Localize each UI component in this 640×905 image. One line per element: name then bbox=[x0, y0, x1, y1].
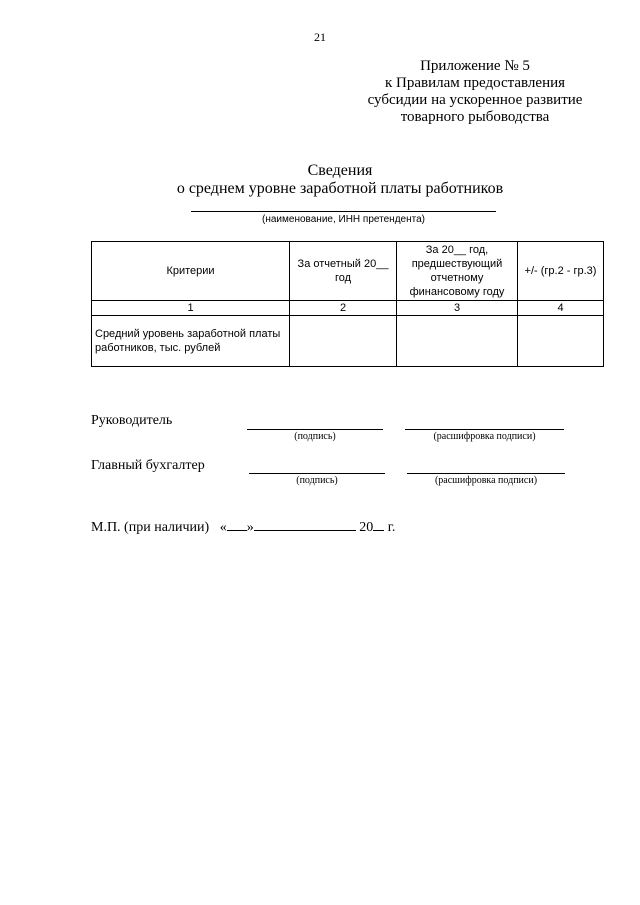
chief-accountant-decoding-caption: (расшифровка подписи) bbox=[434, 475, 538, 486]
head-signature-caption: (подпись) bbox=[294, 431, 336, 442]
chief-accountant-label: Главный бухгалтер bbox=[91, 458, 205, 473]
document-title bbox=[0, 162, 640, 198]
column-number-row bbox=[92, 301, 604, 316]
year-field[interactable] bbox=[373, 516, 384, 531]
head-decoding-line[interactable] bbox=[405, 429, 564, 430]
page-number: 21 bbox=[314, 30, 326, 44]
appendix-line: к Правилам предоставления bbox=[384, 75, 566, 91]
header-criteria: Критерии bbox=[92, 242, 290, 301]
applicant-caption: (наименование, ИНН претендента) bbox=[262, 214, 425, 225]
applicant-name-line[interactable] bbox=[191, 211, 496, 212]
appendix-line: товарного рыбоводства bbox=[400, 109, 550, 125]
chief-accountant-signature-caption: (подпись) bbox=[296, 475, 338, 486]
header-difference: +/- (гр.2 - гр.3) bbox=[518, 242, 604, 301]
appendix-line: Приложение № 5 bbox=[420, 58, 530, 74]
column-number: 1 bbox=[92, 301, 290, 316]
chief-accountant-signature-line[interactable] bbox=[249, 473, 385, 474]
quote-open: « bbox=[219, 520, 227, 535]
year-suffix: г. bbox=[384, 520, 396, 535]
title-line-2: о среднем уровне заработной платы работников bbox=[176, 180, 504, 197]
column-number: 3 bbox=[397, 301, 518, 316]
seal-label: М.П. (при наличии) bbox=[91, 520, 210, 535]
table-row bbox=[92, 316, 604, 367]
appendix-line: субсидии на ускоренное развитие bbox=[367, 92, 583, 108]
table-header-row bbox=[92, 242, 604, 301]
head-label: Руководитель bbox=[91, 413, 173, 428]
head-decoding-caption: (расшифровка подписи) bbox=[433, 431, 536, 442]
criteria-cell: Средний уровень заработной платы работников, тыс. рублей bbox=[92, 316, 290, 367]
year-prefix: 20 bbox=[359, 520, 374, 535]
reporting-year-value-cell[interactable] bbox=[290, 316, 397, 367]
salary-table bbox=[91, 241, 604, 367]
column-number: 2 bbox=[290, 301, 397, 316]
column-number: 4 bbox=[518, 301, 604, 316]
appendix-reference bbox=[330, 58, 620, 126]
seal-date-line bbox=[91, 516, 395, 536]
previous-year-value-cell[interactable] bbox=[397, 316, 518, 367]
difference-value-cell[interactable] bbox=[518, 316, 604, 367]
title-line-1: Сведения bbox=[307, 162, 373, 179]
header-previous-year: За 20__ год, предшествующий отчетному финансовому году bbox=[397, 242, 518, 301]
chief-accountant-decoding-line[interactable] bbox=[407, 473, 565, 474]
day-field[interactable] bbox=[227, 516, 247, 531]
head-signature-line[interactable] bbox=[247, 429, 383, 430]
header-reporting-year: За отчетный 20__ год bbox=[290, 242, 397, 301]
month-field[interactable] bbox=[254, 516, 356, 531]
quote-close: » bbox=[246, 520, 254, 535]
